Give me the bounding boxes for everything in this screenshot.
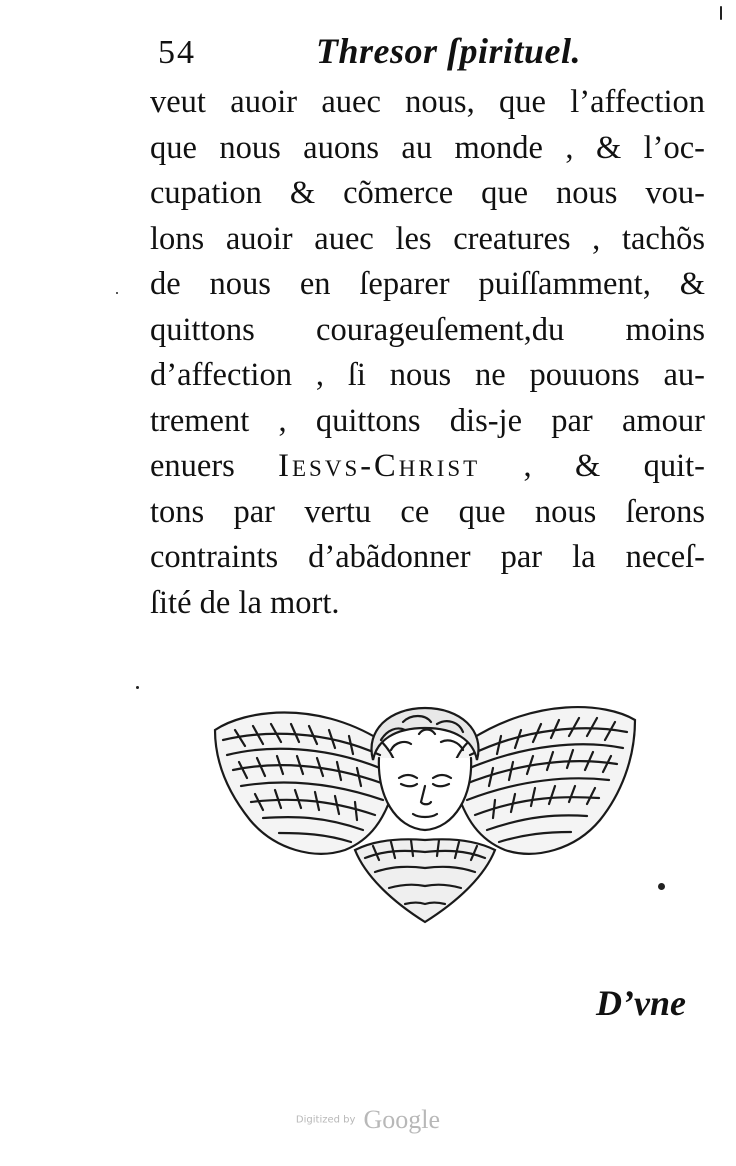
ink-speck [658, 883, 665, 890]
small-caps-name: Iesvs-Christ [278, 448, 481, 484]
text-line-end: , & quit- [480, 448, 705, 484]
body-text [150, 80, 705, 626]
text-line: cupation & cõmerce que nous vou- [150, 175, 705, 211]
text-line: de nous en ſeparer puiſſamment, & [150, 266, 705, 302]
google-logo: Google [363, 1105, 441, 1134]
page-header [158, 30, 618, 74]
ink-speck [720, 6, 722, 20]
text-line: veut auoir auec nous, que l’affection [150, 84, 705, 120]
text-line: lons auoir auec les creatures , tachõs [150, 220, 705, 257]
digitization-watermark [0, 1105, 736, 1135]
running-head: Thresor ſpirituel. [316, 31, 582, 71]
text-line [150, 444, 705, 490]
text-line: quittons courageuſement,du moins [150, 311, 705, 348]
page-number: 54 [158, 34, 196, 71]
ink-speck [136, 686, 139, 689]
text-line: trement , quittons dis-je par amour [150, 402, 705, 439]
watermark-prefix: Digitized by [295, 1114, 356, 1126]
ink-speck [116, 292, 118, 294]
catchword: D’vne [596, 983, 686, 1023]
text-line: que nous auons au monde , & l’oc- [150, 129, 705, 166]
text-line: d’affection , ſi nous ne pouuons au- [150, 357, 705, 393]
winged-cherub-head-icon [205, 700, 645, 930]
text-line: ſité de la mort. [150, 584, 340, 621]
text-line-start: enuers [150, 448, 279, 484]
text-line: tons par vertu ce que nous ſerons [150, 493, 705, 530]
text-line: contraints d’abãdonner par la neceſ- [150, 539, 705, 575]
